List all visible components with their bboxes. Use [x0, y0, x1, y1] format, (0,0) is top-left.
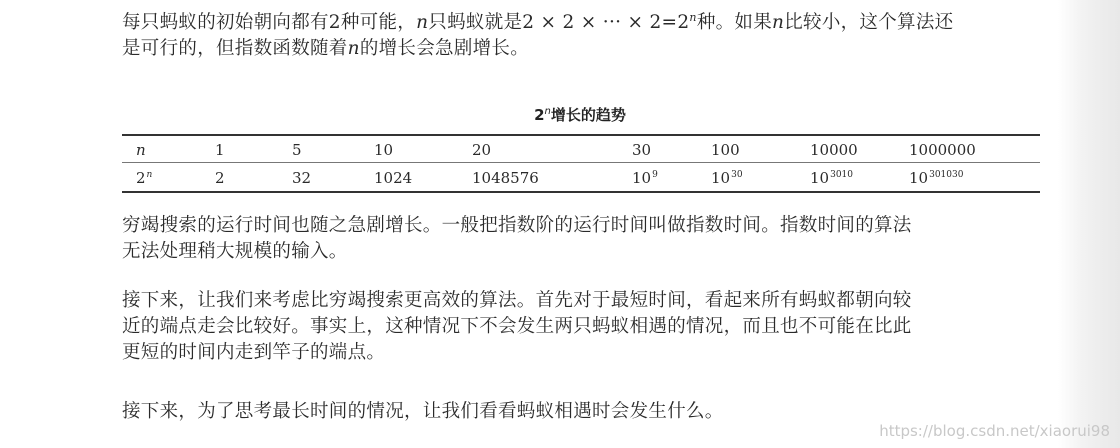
table-bottom-rule	[122, 191, 1040, 193]
table-top-rule	[122, 134, 1040, 136]
table-cell: 10000	[810, 141, 858, 159]
table-cell: 100	[711, 141, 740, 159]
table-cell-power: $10^{30}$	[711, 169, 743, 187]
table-cell: 5	[292, 141, 302, 159]
table-middle-rule	[122, 162, 1040, 163]
table-cell: 1024	[374, 169, 413, 187]
table-cell: 30	[632, 141, 652, 159]
table-cell-power: $10^9$	[632, 169, 658, 187]
efficient-algorithm-paragraph: 接下来，让我们来考虑比穷竭搜索更高效的算法。首先对于最短时间，看起来所有蚂蚁都朝向较 近的端点走会比较好。事实上，这种情况下不会发生两只蚂蚁相遇的情况，而且也不可能在比此 更短的时间内走到竿子的端点。	[122, 290, 912, 363]
intro-paragraph: 每只蚂蚁的初始朝向都有2种可能，n只蚂蚁就是2 × 2 × ··· × $2=2^n$种。如果n比较小，这个算法还 是可行的，但指数函数随着n的增长会急剧增长。	[122, 11, 954, 60]
table-cell: 1000000	[909, 141, 976, 159]
table-cell: 20	[472, 141, 492, 159]
table-cell: 10	[374, 141, 394, 159]
table-cell: 32	[292, 169, 312, 187]
table-cell-power: $10^{301030}$	[909, 169, 964, 187]
table-cell-power: $10^{3010}$	[810, 169, 853, 187]
watermark: https://blog.csdn.net/xiaorui98	[879, 422, 1110, 440]
exhaustive-search-paragraph: 穷竭搜索的运行时间也随之急剧增长。一般把指数阶的运行时间叫做指数时间。指数时间的算法 无法处理稍大规模的输入。	[122, 215, 912, 262]
table-cell: 1048576	[472, 169, 539, 187]
longest-time-paragraph: 接下来，为了思考最长时间的情况，让我们看看蚂蚁相遇时会发生什么。	[122, 401, 724, 422]
page-edge-shadow	[1058, 0, 1120, 448]
table-header-n: n	[136, 141, 146, 159]
table-caption: 2$^n$增长的趋势	[534, 106, 626, 124]
table-header-2n: 2$^n$	[136, 169, 153, 187]
table-cell: 1	[215, 141, 225, 159]
table-cell: 2	[215, 169, 225, 187]
